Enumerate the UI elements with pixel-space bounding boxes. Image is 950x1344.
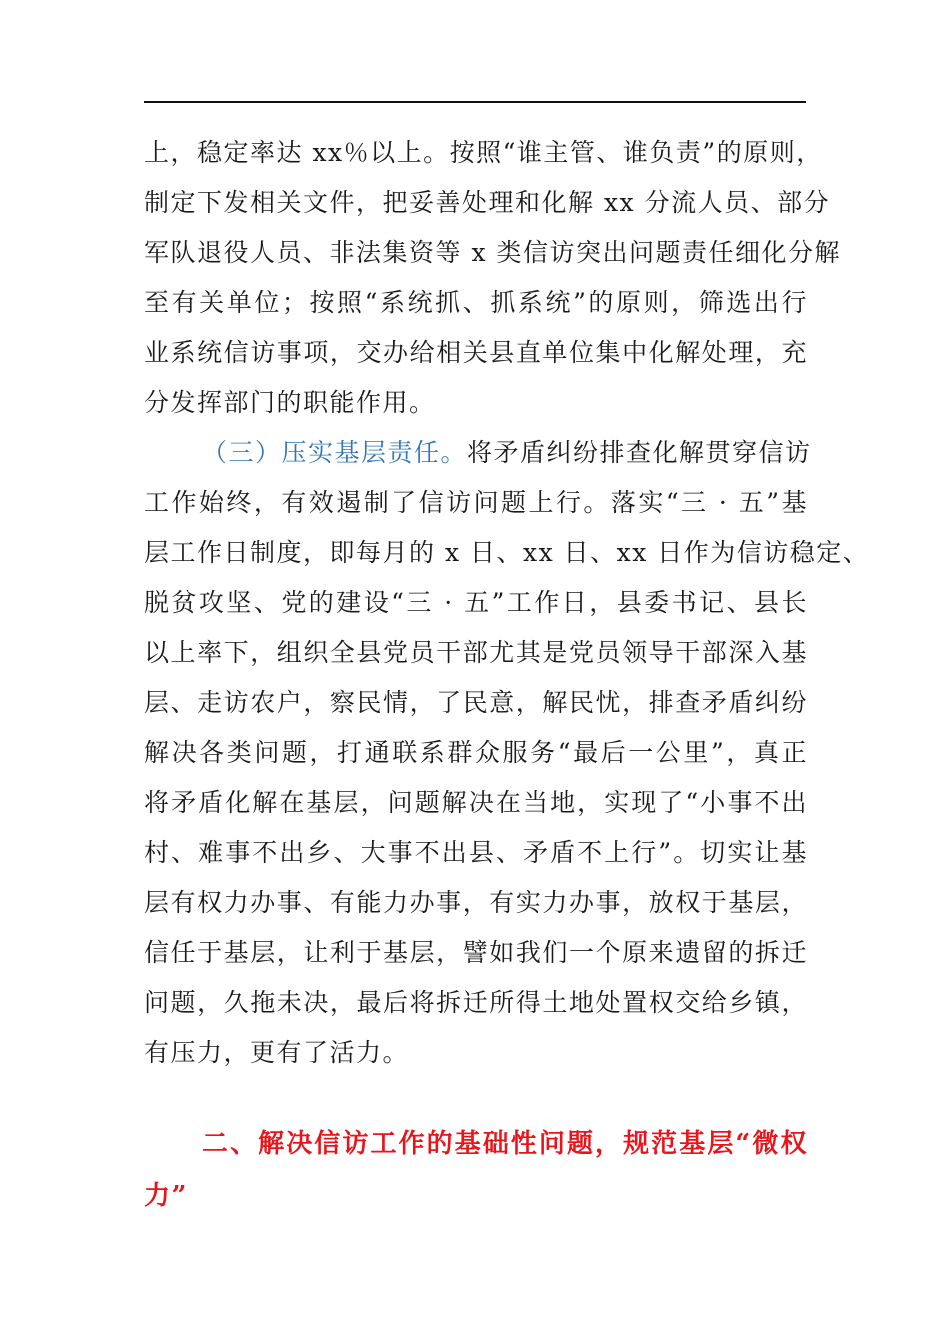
body-text [144,128,870,1078]
text-line: 以上率下，组织全县党员干部尤其是党员领导干部深入基 [144,638,808,667]
text-line: 解决各类问题，打通联系群众服务“最后一公里”，真正 [144,738,808,767]
text-line: 业系统信访事项，交办给相关县直单位集中化解处理，充 [144,338,808,367]
text-line: 分发挥部门的职能作用。 [144,388,436,417]
subheading-rest: 将矛盾纠纷排查化解贯穿信访 [467,438,812,467]
subheading: （三）压实基层责任。 [202,438,468,467]
text-line: 层有权力办事、有能力办事，有实力办事，放权于基层， [144,888,808,917]
text-line: 制定下发相关文件，把妥善处理和化解 xx 分流人员、部分 [144,188,831,217]
text-line: 信任于基层，让利于基层，譬如我们一个原来遗留的拆迁 [144,938,808,967]
text-line: 工作始终，有效遏制了信访问题上行。落实“三 · 五”基 [144,488,808,517]
section-heading-line: 二、解决信访工作的基础性问题，规范基层“微权 [202,1129,808,1159]
text-line: 层、走访农户，察民情，了民意，解民忧，排查矛盾纠纷 [144,688,808,717]
text-line: 至有关单位；按照“系统抓、抓系统”的原则，筛选出行 [144,288,808,317]
text-line: 村、难事不出乡、大事不出县、矛盾不上行”。切实让基 [144,838,808,867]
text-line: 有压力，更有了活力。 [144,1038,410,1067]
paragraph-grassroots-responsibility [144,428,870,1078]
text-line: 问题，久拖未决，最后将拆迁所得土地处置权交给乡镇， [144,988,808,1017]
text-line: 脱贫攻坚、党的建设“三 · 五”工作日，县委书记、县长 [144,588,808,617]
paragraph-continuation [144,128,841,428]
text-line [144,428,812,478]
text-line: 军队退役人员、非法集资等 x 类信访突出问题责任细化分解 [144,238,841,267]
text-line: 层工作日制度，即每月的 x 日、xx 日、xx 日作为信访稳定、 [144,538,870,567]
section-heading-line: 力” [144,1181,188,1211]
section-heading [144,1118,808,1222]
header-rule [144,101,806,103]
text-line: 上，稳定率达 xx％以上。按照“谁主管、谁负责”的原则， [144,138,823,167]
text-line: 将矛盾化解在基层，问题解决在当地，实现了“小事不出 [144,788,808,817]
